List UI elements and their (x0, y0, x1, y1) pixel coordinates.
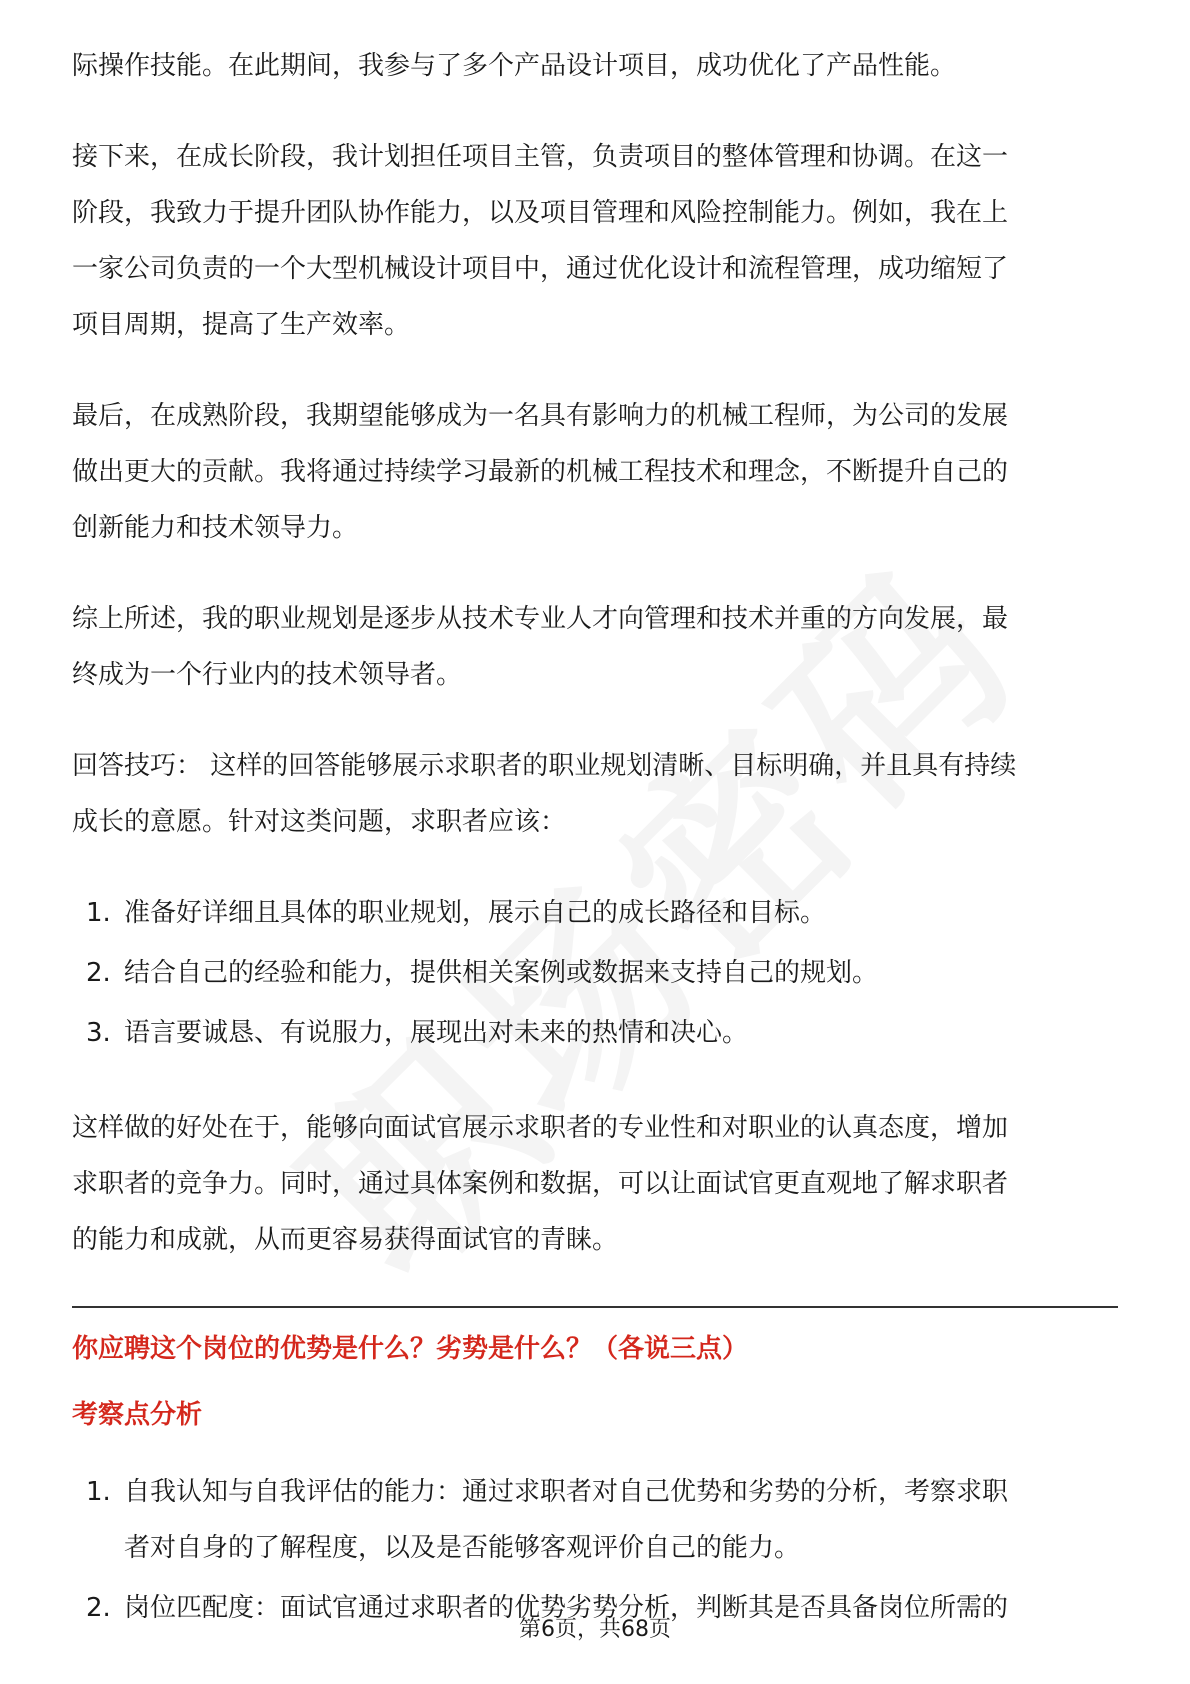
text-line: 终成为一个行业内的技术领导者。 (72, 660, 463, 690)
text-line: 者对自身的了解程度，以及是否能够客观评价自己的能力。 (124, 1533, 801, 1563)
text-line: 回答技巧： 这样的回答能够展示求职者的职业规划清晰、目标明确，并且具有持续 (72, 751, 1017, 781)
list-number: 3. (86, 1018, 111, 1048)
list-item (72, 885, 1118, 941)
text-line: 阶段，我致力于提升团队协作能力，以及项目管理和风险控制能力。例如，我在上 (72, 198, 1009, 228)
analysis-heading: 考察点分析 (72, 1400, 203, 1430)
text-line: 成长的意愿。针对这类问题，求职者应该： (72, 807, 567, 837)
text-line: 综上所述，我的职业规划是逐步从技术专业人才向管理和技术并重的方向发展，最 (72, 604, 1009, 634)
list-item (72, 1005, 1118, 1061)
page-footer: 第6页，共68页 (519, 1617, 671, 1642)
text-line: 际操作技能。在此期间，我参与了多个产品设计项目，成功优化了产品性能。 (72, 51, 957, 81)
text-line: 准备好详细且具体的职业规划，展示自己的成长路径和目标。 (124, 898, 827, 928)
list-number: 1. (86, 898, 111, 928)
text-line: 的能力和成就，从而更容易获得面试官的青睐。 (72, 1225, 619, 1255)
list-number: 2. (86, 1593, 111, 1623)
text-line: 这样做的好处在于，能够向面试官展示求职者的专业性和对职业的认真态度，增加 (72, 1113, 1009, 1143)
text-line: 一家公司负责的一个大型机械设计项目中，通过优化设计和流程管理，成功缩短了 (72, 254, 1009, 284)
text-line: 创新能力和技术领导力。 (72, 513, 359, 543)
paragraph-skills (72, 38, 1118, 94)
tips-list (72, 885, 1118, 1061)
text-line: 自我认知与自我评估的能力：通过求职者对自己优势和劣势的分析，考察求职 (124, 1477, 1009, 1507)
list-number: 1. (86, 1477, 111, 1507)
text-line: 求职者的竞争力。同时，通过具体案例和数据，可以让面试官更直观地了解求职者 (72, 1169, 1009, 1199)
paragraph-benefit (72, 1100, 1118, 1268)
document-page (72, 38, 1118, 1675)
text-line: 做出更大的贡献。我将通过持续学习最新的机械工程技术和理念，不断提升自己的 (72, 457, 1009, 487)
paragraph-mature-stage (72, 388, 1118, 556)
text-line: 最后，在成熟阶段，我期望能够成为一名具有影响力的机械工程师，为公司的发展 (72, 401, 1009, 431)
text-line: 项目周期，提高了生产效率。 (72, 310, 411, 340)
paragraph-growth-stage (72, 129, 1118, 353)
list-item (72, 1464, 1118, 1576)
list-item (72, 945, 1118, 1001)
analysis-list (72, 1464, 1118, 1636)
text-line: 接下来，在成长阶段，我计划担任项目主管，负责项目的整体管理和协调。在这一 (72, 142, 1009, 172)
text-line: 语言要诚恳、有说服力，展现出对未来的热情和决心。 (124, 1018, 749, 1048)
section-divider (72, 1306, 1118, 1308)
paragraph-summary (72, 591, 1118, 703)
question-title: 你应聘这个岗位的优势是什么？劣势是什么？（各说三点） (72, 1334, 749, 1364)
paragraph-answer-tips (72, 738, 1118, 850)
text-line: 结合自己的经验和能力，提供相关案例或数据来支持自己的规划。 (124, 958, 879, 988)
list-number: 2. (86, 958, 111, 988)
text-line: 岗位匹配度：面试官通过求职者的优势劣势分析，判断其是否具备岗位所需的 (124, 1593, 1009, 1623)
